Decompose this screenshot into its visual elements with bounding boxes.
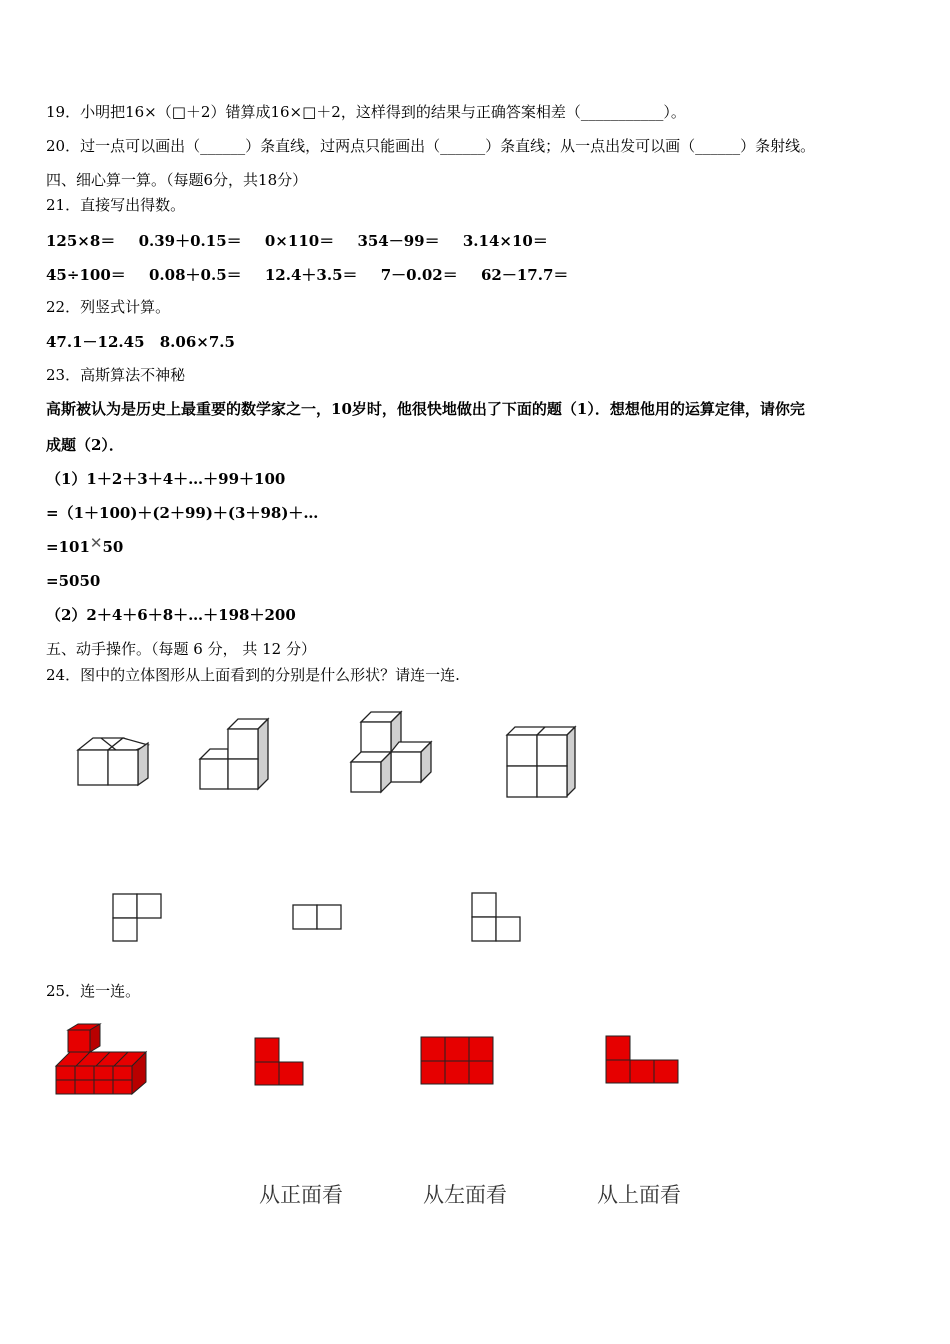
q21-item: 12.4＋3.5＝ xyxy=(264,266,358,284)
q21-item: 0.39＋0.15＝ xyxy=(138,232,242,250)
q22-item: 47.1－12.45 xyxy=(46,333,145,351)
caption-top-view: 从上面看 xyxy=(597,1183,681,1207)
section-4-heading: 四、细心算一算。（每题6分，共18分） xyxy=(46,171,308,189)
red-solid-figure xyxy=(54,1024,150,1096)
q23-line-4: =5050 xyxy=(46,572,101,590)
top-view-l-shape xyxy=(112,893,164,943)
question-25: 25．连一连。 xyxy=(46,982,141,1000)
solid-figure-1 xyxy=(76,735,151,787)
question-23: 23．高斯算法不神秘 xyxy=(46,366,186,384)
q21-item: 7－0.02＝ xyxy=(380,266,458,284)
question-21: 21．直接写出得数。 xyxy=(46,196,186,214)
q21-item: 62－17.7＝ xyxy=(480,266,569,284)
q21-item: 0.08＋0.5＝ xyxy=(149,266,242,284)
times-sign-icon: ✕ xyxy=(89,534,103,552)
question-22: 22．列竖式计算。 xyxy=(46,298,171,316)
q21-item: 125×8＝ xyxy=(46,232,116,250)
solid-figure-4 xyxy=(505,725,580,800)
solid-figure-2 xyxy=(198,717,273,792)
q23-paragraph-2: 成题（2）． xyxy=(46,436,124,454)
solid-figure-3 xyxy=(349,710,434,795)
q21-item: 45÷100＝ xyxy=(46,266,126,284)
q23-line-1: （1）1＋2＋3＋4＋…＋99＋100 xyxy=(46,470,286,488)
q21-item: 3.14×10＝ xyxy=(462,232,548,250)
q23-line-5: （2）2＋4＋6＋8＋…＋198＋200 xyxy=(46,606,296,624)
red-view-rectangle xyxy=(420,1036,496,1086)
q23-line-2: =（1＋100)＋(2＋99)＋(3＋98)＋… xyxy=(46,504,319,522)
q21-item: 354－99＝ xyxy=(357,232,440,250)
caption-left-view: 从左面看 xyxy=(423,1183,507,1207)
q23-line-3 xyxy=(46,534,124,557)
q22-items xyxy=(46,331,253,352)
q23-line-3-left: =101 xyxy=(46,538,90,556)
top-view-corner-shape xyxy=(471,892,523,943)
q21-row-2 xyxy=(46,264,586,285)
question-19: 19．小明把16×（□＋2）错算成16×□＋2，这样得到的结果与正确答案相差（___________）。 xyxy=(46,103,686,121)
q22-item: 8.06×7.5 xyxy=(159,333,235,351)
question-20: 20．过一点可以画出（______）条直线，过两点只能画出（______）条直线；从一点出发可以画（______）条射线。 xyxy=(46,137,816,155)
top-view-two-squares xyxy=(292,904,344,932)
red-view-step-shape xyxy=(605,1035,681,1085)
question-24: 24．图中的立体图形从上面看到的分别是什么形状？请连一连. xyxy=(46,666,460,684)
q21-item: 0×110＝ xyxy=(264,232,335,250)
section-5-heading: 五、动手操作。（每题 6 分， 共 12 分） xyxy=(46,640,316,658)
q23-line-3-right: 50 xyxy=(102,538,124,556)
caption-front-view: 从正面看 xyxy=(259,1183,343,1207)
q23-paragraph-1: 高斯被认为是历史上最重要的数学家之一，10岁时，他很快地做出了下面的题（1）．想想他用的运算定律，请你完 xyxy=(46,400,805,418)
red-view-l-shape xyxy=(254,1037,306,1087)
q21-row-1 xyxy=(46,230,566,251)
